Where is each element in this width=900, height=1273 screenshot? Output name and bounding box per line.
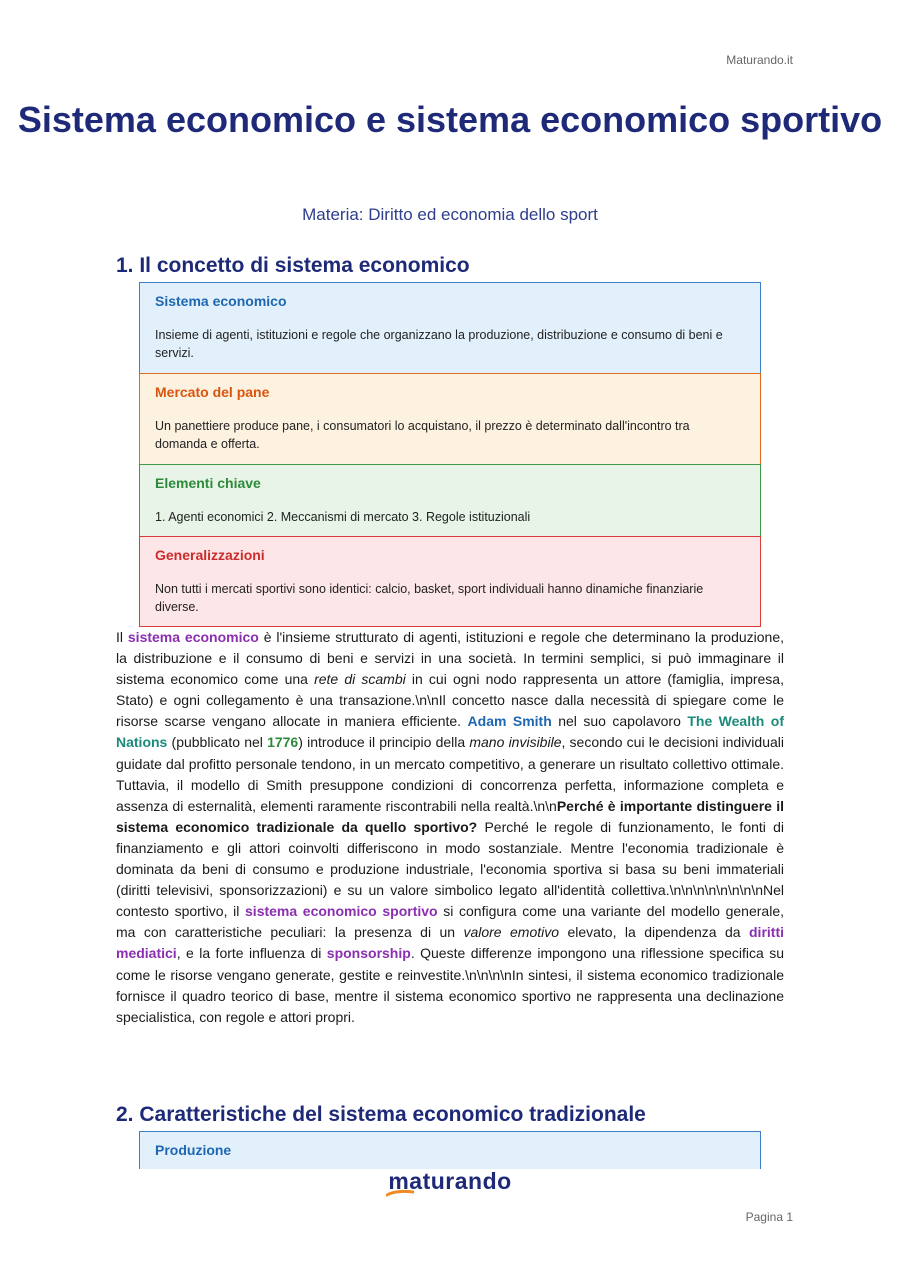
box-title: Generalizzazioni	[155, 547, 265, 563]
highlight-term: diritti mediatici	[116, 924, 784, 962]
warning-box-generalizzazioni	[139, 536, 761, 627]
logo-text: maturando	[388, 1168, 512, 1194]
box-title: Sistema economico	[155, 293, 287, 309]
key-elements-box	[139, 464, 761, 537]
box-text: Insieme di agenti, istituzioni e regole che organizzano la produzione, distribuzione e consumo di beni e servizi.	[155, 328, 723, 360]
box-title: Produzione	[155, 1142, 232, 1158]
box-text: Un panettiere produce pane, i consumatori lo acquistano, il prezzo è determinato dall'incontro tra domanda e offerta.	[155, 419, 690, 451]
bold-question: Perché è importante distinguere il sistema economico tradizionale da quello sportivo?	[116, 797, 784, 835]
site-name: Maturando.it	[726, 53, 793, 67]
highlight-year: 1776	[267, 734, 299, 751]
emphasis-term: valore emotivo	[463, 924, 560, 941]
example-box-mercato-del-pane	[139, 373, 761, 465]
maturando-logo	[0, 1168, 900, 1195]
document-title: Sistema economico e sistema economico sportivo	[17, 99, 883, 140]
highlight-work: The Wealth of Nations	[116, 713, 784, 751]
box-text: Non tutti i mercati sportivi sono identici: calcio, basket, sport individuali hanno dinamiche finanziarie diverse.	[155, 582, 704, 614]
section-2-heading: 2. Caratteristiche del sistema economico tradizionale	[116, 1103, 646, 1126]
box-title: Mercato del pane	[155, 384, 270, 400]
emphasis-term: mano invisibile	[469, 734, 562, 751]
section-1-heading: 1. Il concetto di sistema economico	[116, 254, 470, 277]
highlight-person: Adam Smith	[467, 713, 552, 730]
page-number: Pagina 1	[745, 1210, 793, 1224]
emphasis-term: rete di scambi	[314, 671, 406, 688]
highlight-term: sponsorship	[326, 945, 411, 962]
document-subtitle: Materia: Diritto ed economia dello sport	[302, 205, 598, 224]
section-1-body: Il sistema economico è l'insieme strutturato di agenti, istituzioni e regole che determinano la produzione, la distribuzione e il consumo di beni e servizi in una società. In termini semplici, si può immaginare il sistema economico come una rete di scambi in cui ogni nodo rappresenta un attore (famiglia, impresa, Stato) e ogni collegamento è una transazione.\n\nIl concetto nasce dalla necessità di spiegare come le risorse scarse vengano allocate in maniera efficiente. Adam Smith nel suo capolavoro The Wealth of Nations (pubblicato nel 1776) introduce il principio della mano invisibile, secondo cui le decisioni individuali guidate dal profitto personale tendono, in un mercato competitivo, a generare un risultato collettivo ottimale. Tuttavia, il modello di Smith presuppone condizioni di concorrenza perfetta, informazione completa e assenza di esternalità, elementi raramente riscontrabili nella realtà.\n\nPerché è importante distinguere il sistema economico tradizionale da quello sportivo? Perché le regole di funzionamento, le fonti di finanziamento e gli attori coinvolti differiscono in modo sostanziale. Mentre l'economia tradizionale è dominata da beni di consumo e produzione industriale, l'economia sportiva si basa su beni immateriali (diritti televisivi, sponsorizzazioni) e su un valore simbolico legato all'identità collettiva.\n\n\n\n\n\n\n\nNel contesto sportivo, il sistema economico sportivo si configura come una variante del modello generale, ma con caratteristiche peculiari: la presenza di un valore emotivo elevato, la dipendenza da diritti mediatici, e la forte influenza di sponsorship. Queste differenze impongono una riflessione specifica su come le risorse vengano generate, gestite e reinvestite.\n\n\n\nIn sintesi, il sistema economico tradizionale fornisce il quadro teorico di base, mentre il sistema economico sportivo ne rappresenta una declinazione specialistica, con regole e attori propri.	[116, 629, 785, 1025]
highlight-term: sistema economico	[127, 629, 259, 645]
logo-swoosh-icon	[386, 1189, 414, 1197]
definition-box-sistema-economico	[139, 282, 761, 374]
definition-box-produzione	[139, 1131, 761, 1169]
highlight-term: sistema economico sportivo	[245, 903, 438, 920]
box-text: 1. Agenti economici 2. Meccanismi di mercato 3. Regole istituzionali	[155, 510, 531, 524]
box-title: Elementi chiave	[155, 475, 261, 491]
